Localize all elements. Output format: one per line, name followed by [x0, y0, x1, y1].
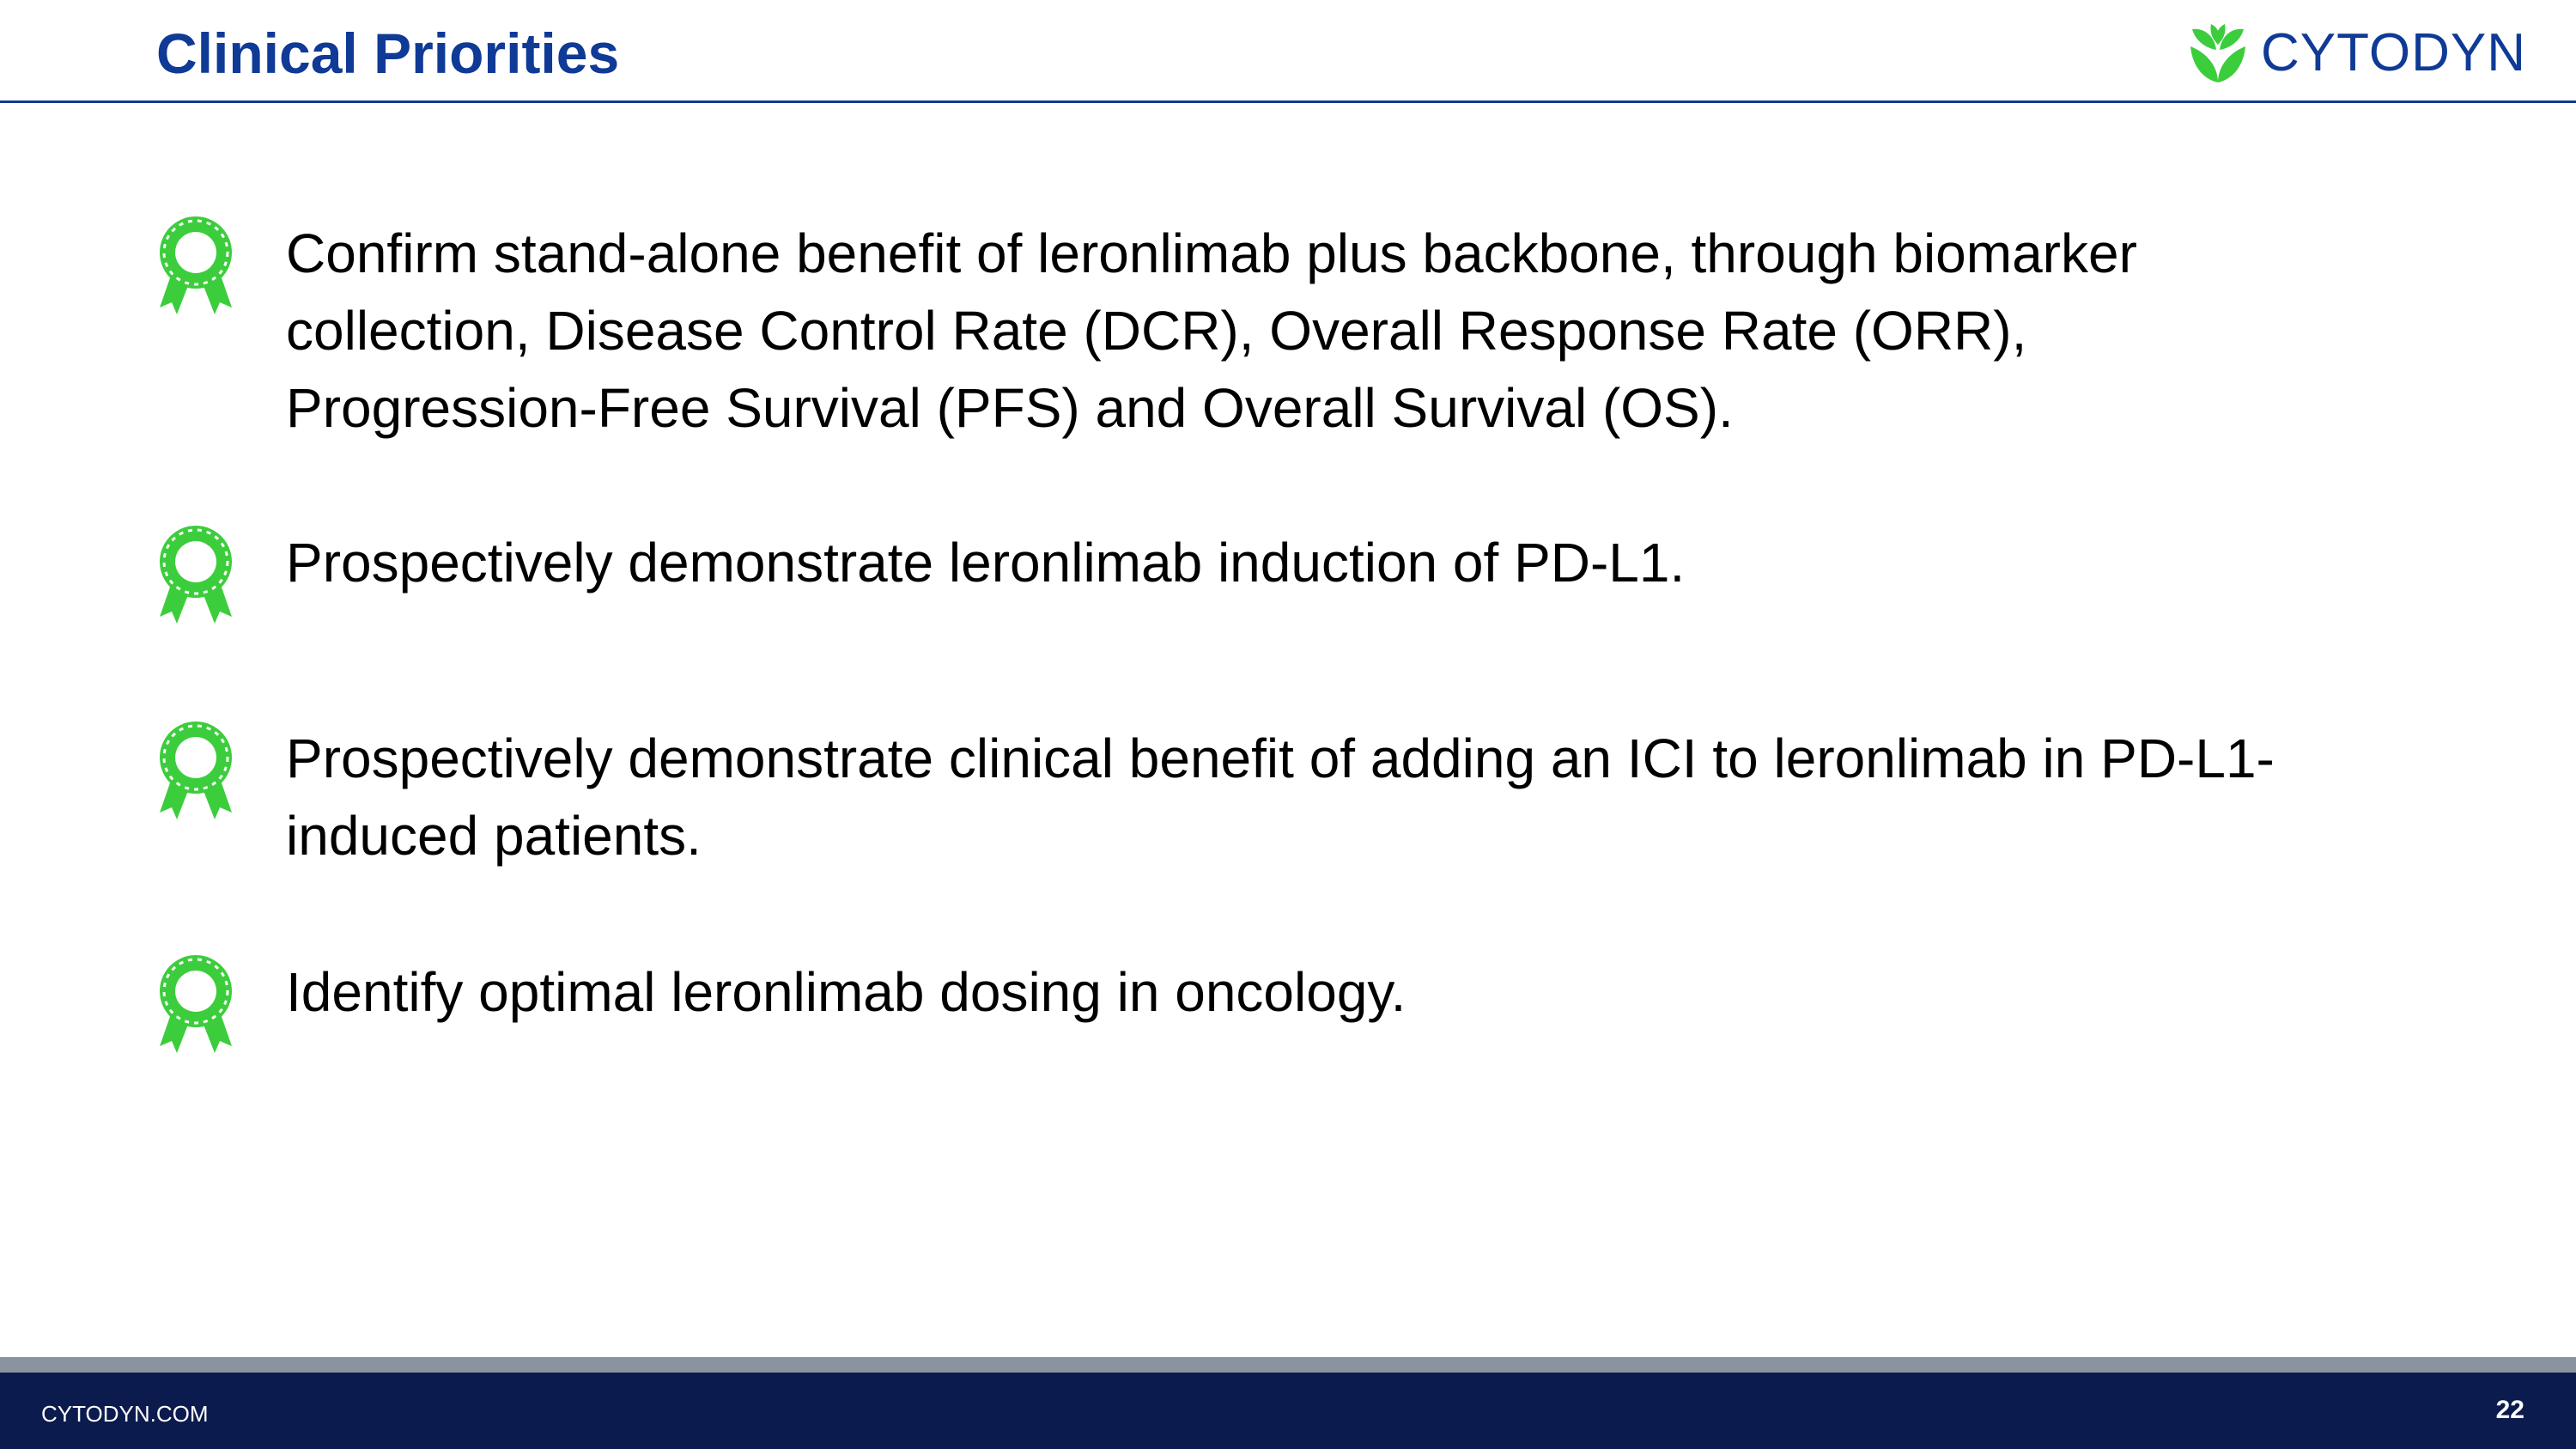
page-number: 22: [2495, 1396, 2524, 1424]
priority-text: Confirm stand-alone benefit of leronlimab plus backbone, through biomarker collection, Disease Control Rate (DCR), Overall Response Rate (ORR), Progression-Free Survival (PFS) and Overall Survival (OS).: [286, 222, 2137, 439]
cytodyn-leaf-icon: [2185, 21, 2251, 86]
footer-url: CYTODYN.COM: [41, 1401, 209, 1427]
logo-wordmark: CYTODYN: [2260, 23, 2526, 82]
priority-text: Prospectively demonstrate clinical benefit of adding an ICI to leronlimab in PD-L1-induced patients.: [286, 728, 2275, 867]
page-title: Clinical Priorities: [156, 21, 620, 85]
footer-accent-band: [0, 1357, 2576, 1373]
award-ribbon-icon: [158, 215, 234, 318]
award-ribbon-icon: [158, 953, 234, 1056]
cytodyn-logo: [2185, 19, 2526, 88]
priority-text: Prospectively demonstrate leronlimab induction of PD-L1.: [286, 532, 1686, 594]
footer: [0, 1373, 2576, 1449]
award-ribbon-icon: [158, 720, 234, 823]
priority-text: Identify optimal leronlimab dosing in oncology.: [286, 961, 1406, 1023]
header-divider: [0, 100, 2576, 103]
award-ribbon-icon: [158, 524, 234, 627]
